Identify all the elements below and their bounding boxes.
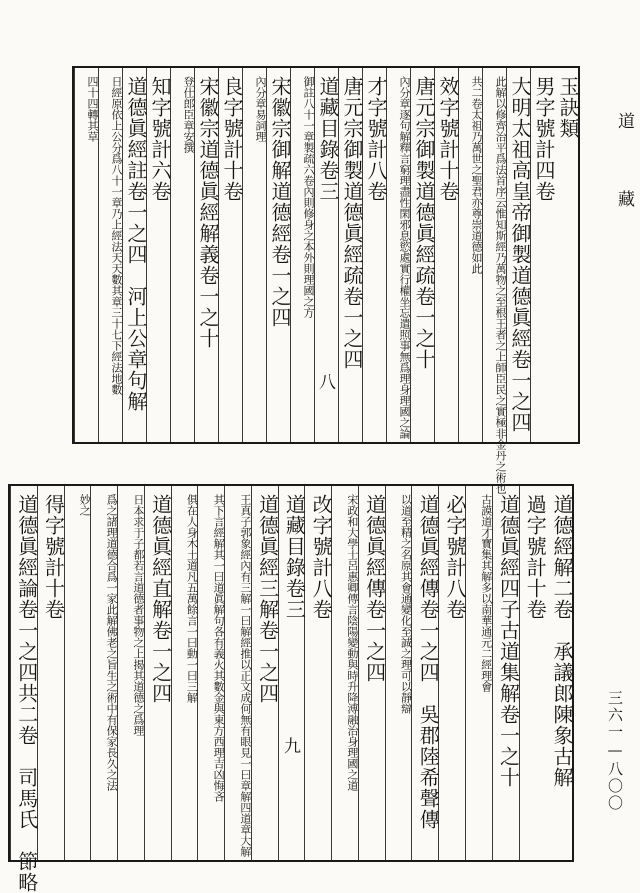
catalog-column: [465, 486, 492, 860]
catalog-column: 必字號計八卷: [438, 486, 465, 860]
annotation-line-1: 共二卷太祖乃萬世之聖君: [470, 76, 483, 197]
annotation-line-1: 爲之諸理道德合爲一家此解佛老之旨: [105, 494, 119, 670]
annotation-line-2: 上經法天天數其章三十七下經法地數: [110, 219, 123, 395]
catalog-column: 才字號計八卷: [362, 68, 386, 442]
catalog-column: 宋徽宗御解道德經卷一之四: [266, 68, 290, 442]
annotation-line-1: 御註八十一章製疏六卷內: [302, 76, 315, 197]
catalog-column: 道德眞經傳卷一之四: [358, 486, 385, 860]
folio-number: 九: [284, 737, 301, 757]
folio-number: 八: [319, 373, 336, 393]
catalog-column: 道德眞經三解卷一之四: [251, 486, 278, 860]
catalog-column: 得字號計十卷: [37, 486, 64, 860]
annotation-line-1: 此解以修齊治平爲法首序云惟知斯經乃萬物: [494, 76, 507, 285]
annotation-line-2: 章安撰: [182, 120, 195, 153]
annotation-line-2: 易詞理: [254, 109, 267, 142]
annotation-line-2: 亦尊崇道德如此: [470, 197, 483, 274]
annotation-line-1: 宋政和大學士呂惠卿傳言陰陽: [345, 494, 359, 637]
annotation-line-2: 之上揭其道德之爲理: [131, 637, 145, 736]
catalog-column: 知字號計六卷: [146, 68, 170, 442]
annotation-line-2: 則修身之本外則理國之方: [302, 197, 315, 318]
catalog-column: [290, 68, 314, 442]
catalog-column: [385, 486, 412, 860]
catalog-column: 過字號計十卷: [519, 486, 546, 860]
annotation-line-2: 之至根王者之上師臣民之實極非金丹之術也: [494, 285, 507, 494]
annotation-line-1: 登仕郎臣: [182, 76, 195, 120]
catalog-column: [386, 68, 410, 442]
catalog-column: 道德眞經傳卷一之四 吳郡陸希聲傳: [411, 486, 438, 860]
catalog-column: 良字號計十卷: [218, 68, 242, 442]
catalog-panel-top: [72, 66, 580, 494]
annotation-line-2: 一曰動一曰三解: [185, 626, 199, 703]
catalog-panel-bottom: [8, 484, 574, 893]
catalog-column: 道德經解二卷 承議郎陳象古解: [550, 494, 574, 788]
annotation-line-1: 日本求于子都若言道德者事物: [131, 494, 145, 637]
annotation-line-1: 王真子郭象經內有三解一曰解經推以正文: [238, 494, 252, 692]
catalog-column: [197, 486, 224, 860]
catalog-column: 宋徽宗道德眞經解義卷一之十: [194, 68, 218, 442]
catalog-column: [98, 68, 122, 442]
catalog-column: 道德眞經註卷一之四 河上公章句解: [122, 68, 146, 442]
annotation-line-2: 轉其草: [86, 109, 99, 142]
annotation-line-2: 變動與時升降溥融治身理國之道: [345, 637, 359, 791]
side-glyph-zang: 藏: [614, 190, 634, 207]
catalog-column: 道德眞經論卷一之四共二卷 司馬氏 節略: [10, 486, 37, 860]
side-glyph-dao: 道: [614, 112, 634, 129]
catalog-column: [224, 486, 251, 860]
annotation-line-1: 以道至精之名原其會通變化: [399, 494, 413, 626]
catalog-column: 妙之: [64, 486, 91, 860]
annotation-line-2: 成何無有眼見一曰章解四道章大解: [238, 692, 252, 857]
catalog-column: [331, 486, 358, 860]
catalog-column: [458, 68, 482, 442]
catalog-column: 男字號計四卷: [530, 68, 554, 442]
catalog-column: 效字號計十卷: [434, 68, 458, 442]
catalog-column: 唐元宗御製道德眞經疏卷一之十: [410, 68, 434, 442]
annotation-line-2: 至誠之理可以靜辯: [399, 626, 413, 714]
catalog-column: 改字號計八卷: [304, 486, 331, 860]
catalog-column: [170, 68, 194, 442]
annotation-line-1: 俱在人身木土道凡五萬餘言: [185, 494, 199, 626]
annotation-line-1: 內分章: [254, 76, 267, 109]
annotation-line-1: 四十四: [86, 76, 99, 109]
catalog-column: [117, 486, 144, 860]
catalog-column: [242, 68, 266, 442]
annotation-line-1: 內分章逐句解釋言窮理盡性閑邪息慾處實: [398, 76, 411, 274]
catalog-column: 道德眞經直解卷一之四: [144, 486, 171, 860]
catalog-column: 玉訣類: [556, 76, 580, 139]
catalog-column: 唐元宗御製道德眞經疏卷一之四: [338, 68, 362, 442]
annotation-line-1: 日經原依上公分爲八十一章乃: [110, 76, 123, 219]
page-number: 三六一—八〇〇: [606, 690, 624, 812]
annotation-line-1: 其下言經解其一曰道眞解句各有義: [212, 494, 226, 659]
catalog-column: 道藏目錄卷三: [314, 68, 338, 442]
annotation-line-2: 火其數金與東方西理吉凶悔吝: [212, 659, 226, 802]
catalog-column: [171, 486, 198, 860]
annotation-line-2: 生之術中有保家長久之法: [105, 670, 119, 791]
catalog-column: 道德眞經四子古道集解卷一之十: [492, 486, 519, 860]
catalog-column: [90, 486, 117, 860]
annotation-line-1: 古謨道才寶集其解多: [479, 494, 493, 593]
annotation-line-2: 行權坐忘遣照事無爲理身理國之論: [398, 274, 411, 439]
catalog-column: 大明太祖高皇帝御製道德眞經卷一之四: [506, 68, 530, 442]
catalog-column: [482, 68, 507, 494]
catalog-column: 道藏目錄卷三: [278, 486, 305, 860]
annotation-line-2: 以南華通元二經理會: [479, 593, 493, 692]
catalog-column: [74, 68, 98, 442]
